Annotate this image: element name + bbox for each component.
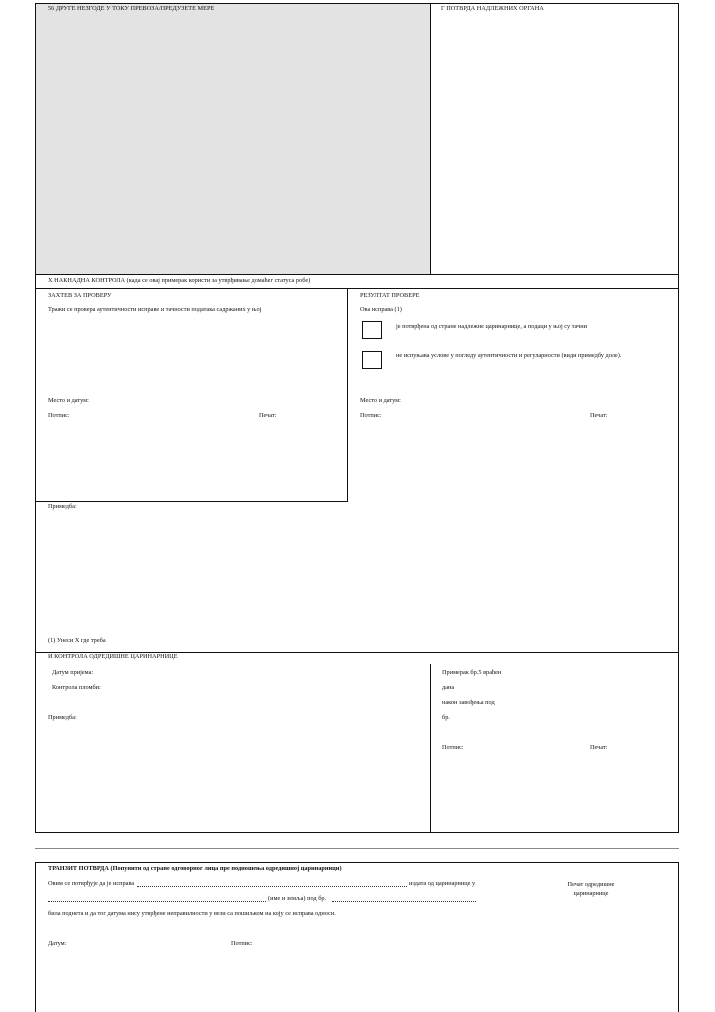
request-stamp-label: Печат: — [259, 412, 277, 419]
result-signature-label: Потпис: — [360, 412, 382, 419]
request-title: ЗАХТЕВ ЗА ПРОВЕРУ — [48, 292, 112, 299]
transit-line3: била поднета и да тог датума нису утврђене неправилности у вези са пошиљком на коју се исправа односи. — [48, 910, 336, 917]
box-56-title: 56 ДРУГЕ НЕЗГОДЕ У ТОКУ ПРЕВОЗА/ПРЕДУЗЕТЕ МЕРЕ — [48, 5, 215, 12]
copy5-returned-label: Примерак бр.5 враћен — [442, 669, 502, 676]
day-label: дана — [442, 684, 455, 691]
request-verification-box — [35, 288, 348, 502]
transit-title: ТРАНЗИТ ПОТВРДА (Попунити од стране одговорног лица пре подношења одредишној царинарници) — [48, 865, 342, 872]
result-option-confirmed: је потврђена од стране надлежне царинарнице, а подаци у њој су тачни — [396, 323, 587, 330]
seal-check-label: Контрола пломби: — [52, 684, 101, 691]
request-signature-label: Потпис: — [48, 412, 70, 419]
result-confirmed-checkbox[interactable] — [362, 321, 382, 339]
result-stamp-label: Печат: — [590, 412, 608, 419]
section-i-stamp-label: Печат: — [590, 744, 608, 751]
transit-line1-end: издата од царинарнице у — [409, 880, 476, 887]
transit-stamp-label: Печат одредишне царинарнице — [567, 881, 615, 897]
transit-signature-label: Потпис: — [231, 940, 253, 947]
transit-date-label: Датум: — [48, 940, 67, 947]
arrival-date-label: Датум пријемa: — [52, 669, 94, 676]
number-field-dotline[interactable] — [332, 901, 476, 902]
box-56-other-incidents — [35, 3, 431, 275]
result-option-not-compliant: не испуњава услове у погледу аутентичности и регуларности (види примедбу доле). — [396, 352, 622, 359]
result-intro: Ова исправа (1) — [360, 306, 402, 313]
section-x-title: Х НАКНАДНА КОНТРОЛА (када се овај примерак користи за утврђивање домаћег статуса робе) — [48, 277, 311, 284]
box-g-authority-confirmation — [430, 3, 679, 275]
section-i-destination-control — [35, 652, 679, 833]
remarks-label: Примедба: — [48, 503, 77, 510]
request-text: Тражи се провера аутентичности исправе и тачности података садржаних у њој — [48, 306, 262, 313]
request-place-date-label: Место и датум: — [48, 397, 89, 404]
result-title: РЕЗУЛТАТ ПРОВЕРЕ — [360, 292, 420, 299]
transit-line2-mid: (име и земља) под бр. — [268, 895, 327, 902]
section-i-remarks-label: Примедба: — [48, 714, 77, 721]
result-place-date-label: Место и датум: — [360, 397, 401, 404]
transit-line1-start: Овим се потврђује да је исправа — [48, 880, 135, 887]
box-g-title: Г ПОТВРДА НАДЛЕЖНИХ ОРГАНА — [441, 5, 544, 12]
section-i-signature-label: Потпис: — [442, 744, 464, 751]
result-not-compliant-checkbox[interactable] — [362, 351, 382, 369]
number-label: бр. — [442, 714, 450, 721]
cut-line — [35, 848, 679, 849]
office-field-dotline[interactable] — [48, 901, 266, 902]
section-i-title: И КОНТРОЛА ОДРЕДИШНЕ ЦАРИНАРНИЦЕ — [48, 653, 178, 660]
document-field-dotline[interactable] — [137, 886, 407, 887]
remarks-footnote: (1) Унеси Х где треба — [48, 637, 106, 644]
after-entry-label: након завођења под — [442, 699, 495, 706]
